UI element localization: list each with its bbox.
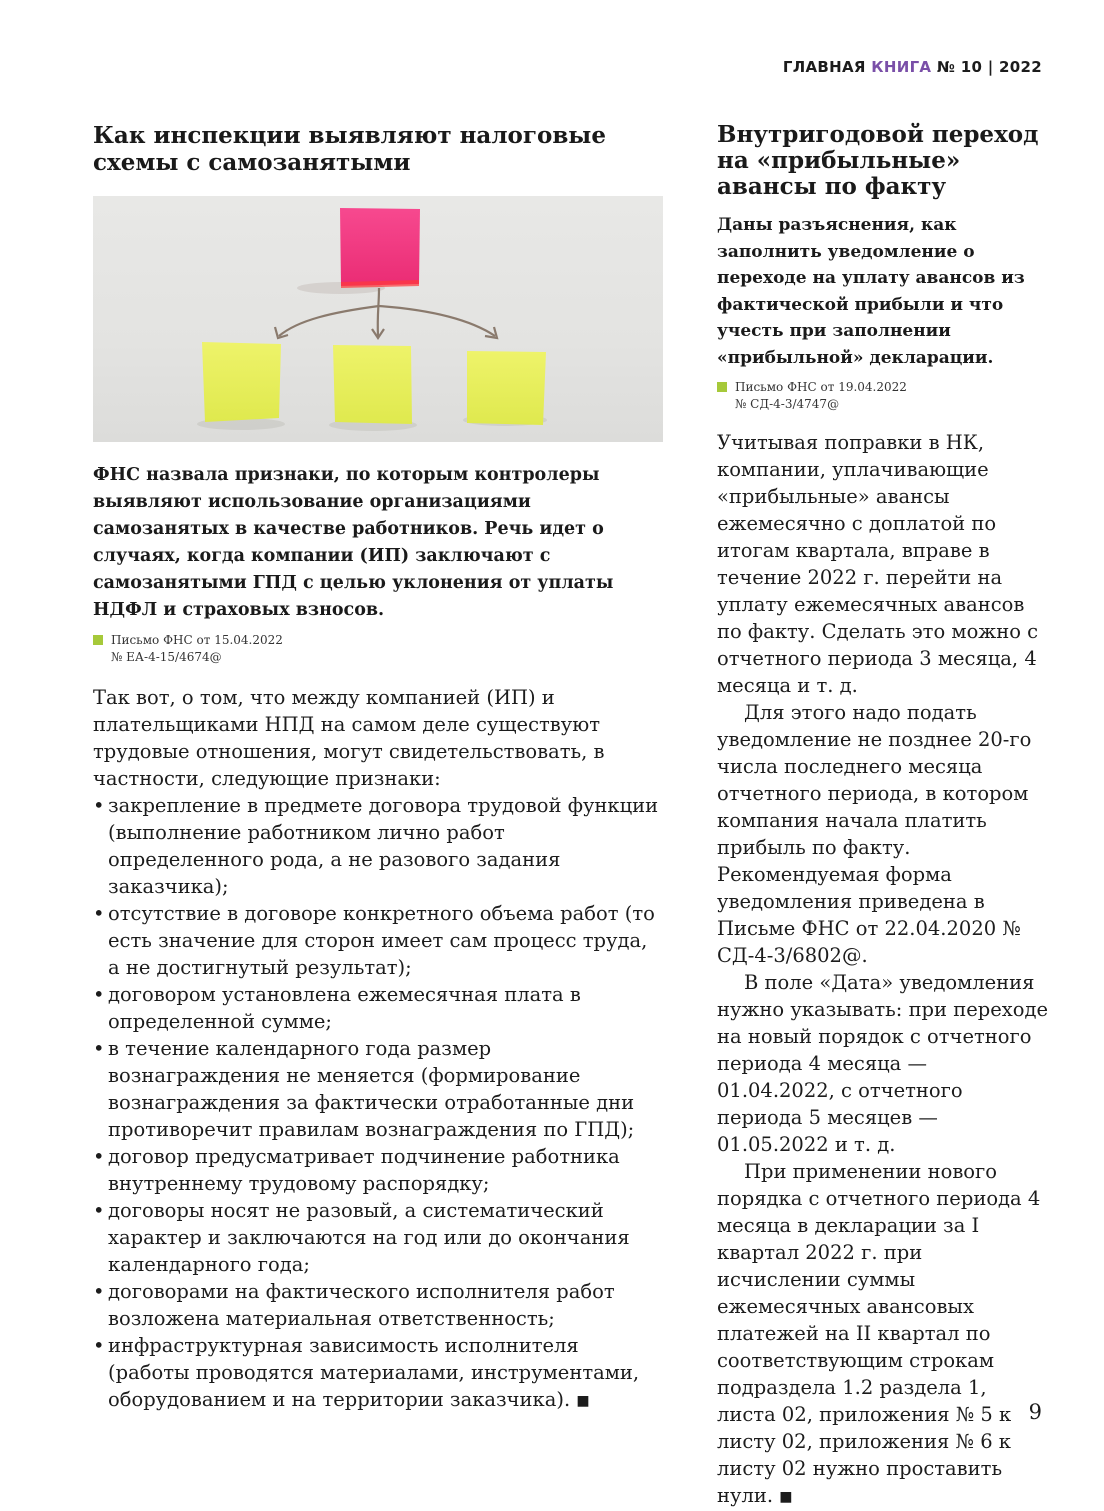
source-marker-icon xyxy=(93,635,103,645)
right-article-title xyxy=(717,122,1049,200)
header-issue: № 10 | 2022 xyxy=(936,58,1042,76)
source-marker-icon xyxy=(717,382,727,392)
list-item: • договоры носят не разовый, а систематический характер и заключаются на год или до окончания календарного года; xyxy=(93,1197,665,1278)
left-article-title xyxy=(93,122,665,176)
list-item: • договор предусматривает подчинение работника внутреннему трудовому распорядку; xyxy=(93,1143,665,1197)
right-title-line2: на «прибыльные» xyxy=(717,147,961,174)
list-item: • закрепление в предмете договора трудовой функции (выполнение работником лично работ определенного рода, а не разового задания заказчика); xyxy=(93,792,665,900)
list-item xyxy=(93,1332,665,1415)
pink-sticky-note xyxy=(340,208,420,286)
yellow-sticky-note-right xyxy=(467,351,546,425)
left-bullet-list xyxy=(93,792,665,1415)
right-paragraph-1: Учитывая поправки в НК, компании, уплачивающие «прибыльные» авансы ежемесячно с доплатой по итогам квартала, вправе в течение 2022 г. перейти на уплату ежемесячных авансов по факту. Сделать это можно с отчетного периода 3 месяца, 4 месяца и т. д. xyxy=(717,431,1039,697)
right-paragraph-3: В поле «Дата» уведомления нужно указывать: при переходе на новый порядок с отчетного периода 4 месяца — 01.04.2022, с отчетного периода 5 месяцев — 01.05.2022 и т. д. xyxy=(717,971,1049,1156)
end-mark-icon: ■ xyxy=(576,1393,590,1409)
left-title-line2: схемы с самозанятыми xyxy=(93,149,411,176)
left-body xyxy=(93,684,665,1415)
end-mark-icon: ■ xyxy=(779,1489,793,1505)
list-item: • договорами на фактического исполнителя работ возложена материальная ответственность; xyxy=(93,1278,665,1332)
sticky-notes-hierarchy-illustration xyxy=(93,196,663,442)
list-item: • отсутствие в договоре конкретного объема работ (то есть значение для сторон имеет сам процесс труда, а не достигнутый результат); xyxy=(93,900,665,981)
sticky-notes-svg xyxy=(93,196,663,442)
list-item: • в течение календарного года размер вознаграждения не меняется (формирование вознаграждения за фактически отработанные дни противоречит правилам вознаграждения по ГПД); xyxy=(93,1035,665,1143)
right-paragraph-4 xyxy=(717,1158,1049,1511)
right-paragraph-2: Для этого надо подать уведомление не позднее 20-го числа последнего месяца отчетного периода, в котором компания начала платить прибыль по факту. Рекомендуемая форма уведомления приведена в Письме ФНС от 22.04.2020 № СД-4-3/6802@. xyxy=(717,701,1032,967)
header-title-part2: КНИГА xyxy=(871,58,932,76)
left-article xyxy=(93,122,665,1415)
right-source-line1: Письмо ФНС от 19.04.2022 xyxy=(735,380,907,394)
right-lead: Даны разъяснения, как заполнить уведомление о переходе на уплату авансов из фактической прибыли и что учесть при заполнении «прибыльной» декларации. xyxy=(717,215,1025,368)
header-title-part1: ГЛАВНАЯ xyxy=(782,58,866,76)
left-source-line1: Письмо ФНС от 15.04.2022 xyxy=(111,633,283,647)
right-title-line1: Внутригодовой переход xyxy=(717,121,1039,148)
right-source xyxy=(717,379,1049,413)
left-intro: Так вот, о том, что между компанией (ИП) и плательщиками НПД на самом деле существуют трудовые отношения, могут свидетельствовать, в частности, следующие признаки: xyxy=(93,686,605,790)
yellow-sticky-note-left xyxy=(202,342,281,422)
left-lead: ФНС назвала признаки, по которым контролеры выявляют использование организациями самозанятых в качестве работников. Речь идет о случаях, когда компании (ИП) заключают с самозанятыми ГПД с целью уклонения от уплаты НДФЛ и страховых взносов. xyxy=(93,465,614,620)
yellow-sticky-note-middle xyxy=(333,345,412,424)
page-number: 9 xyxy=(1028,1400,1042,1424)
right-body xyxy=(717,429,1049,1511)
left-title-line1: Как инспекции выявляют налоговые xyxy=(93,122,606,149)
right-title-line3: авансы по факту xyxy=(717,173,947,200)
list-item: • договором установлена ежемесячная плата в определенной сумме; xyxy=(93,981,665,1035)
right-article xyxy=(717,122,1049,1511)
last-bullet-text: инфраструктурная зависимость исполнителя (работы проводятся материалами, инструментами, оборудованием и на территории заказчика). xyxy=(108,1334,640,1411)
left-source xyxy=(93,632,665,666)
right-paragraph-4-text: При применении нового порядка с отчетного периода 4 месяца в декларации за I квартал 2022 г. при исчислении суммы ежемесячных авансовых платежей на II квартал по соответствующим строкам подраздела 1.2 раздела 1, листа 02, приложения № 5 к листу 02, приложения № 6 к листу 02 нужно проставить нули. xyxy=(717,1160,1041,1507)
right-source-line2: № СД-4-3/4747@ xyxy=(735,397,840,411)
left-source-line2: № ЕА-4-15/4674@ xyxy=(111,650,222,664)
magazine-header xyxy=(783,58,1042,76)
